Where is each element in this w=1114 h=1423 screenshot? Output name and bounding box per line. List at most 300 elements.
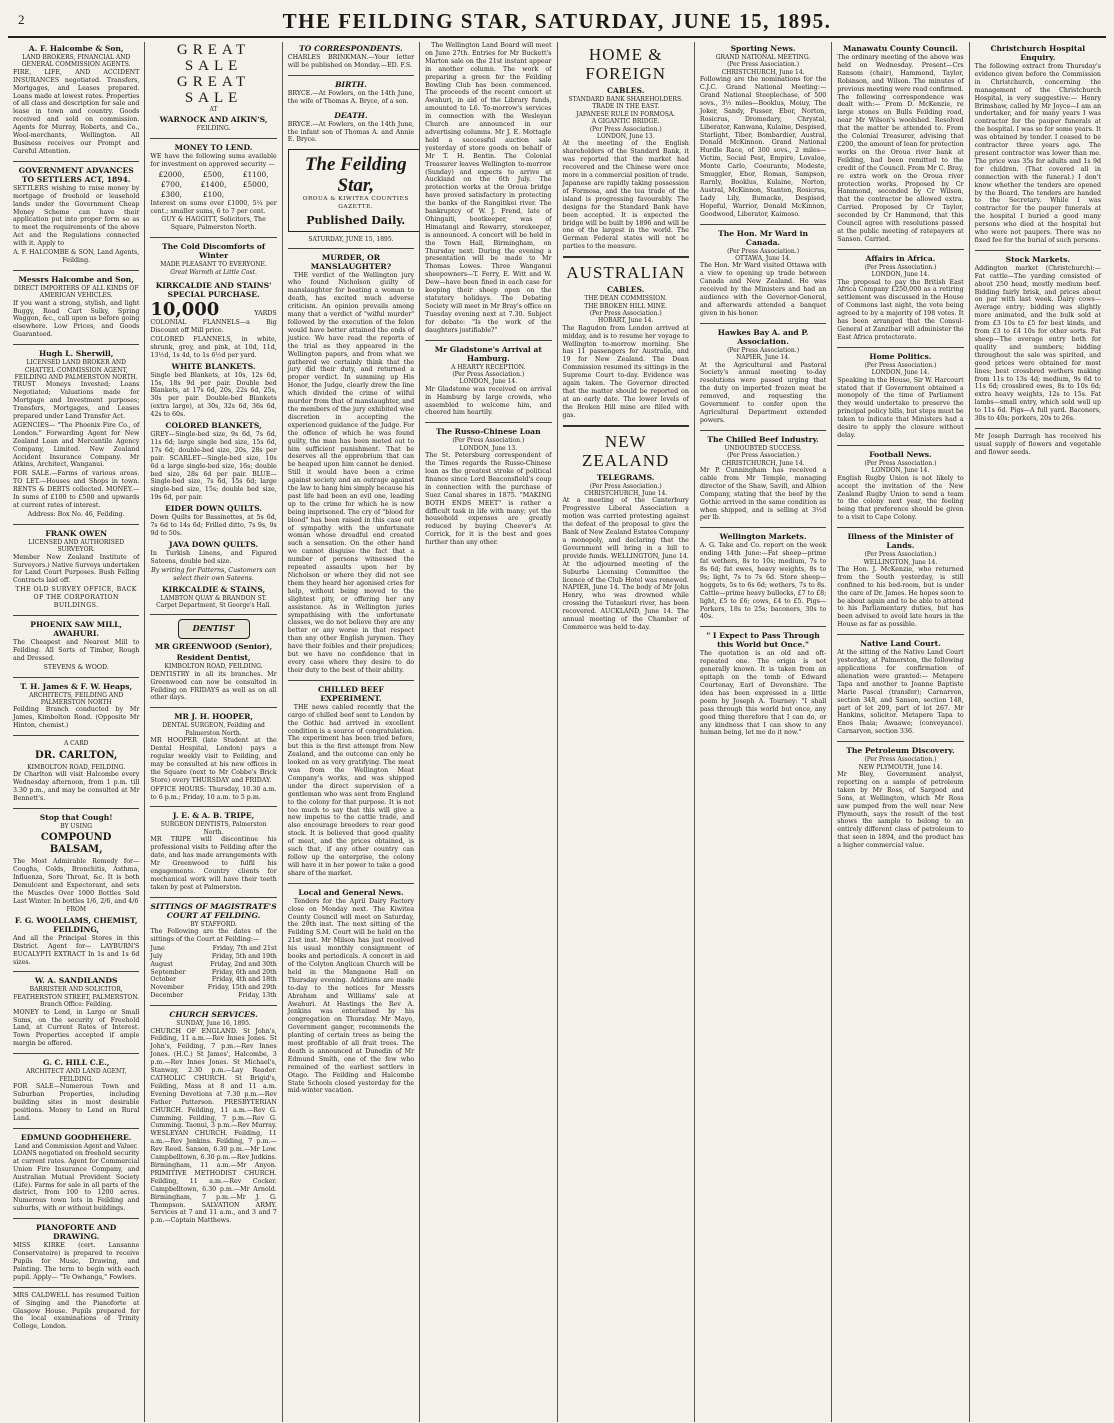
divider <box>150 614 276 615</box>
article-source: (Per Press Association.) <box>864 756 937 764</box>
article-heading: The Hon. Mr Ward in Canada. <box>718 228 809 247</box>
ad-heading: GOVERNMENT ADVANCES TO SETTLERS ACT, 1894. <box>18 165 134 184</box>
ad-subheading: Resident Dentist, <box>176 653 251 663</box>
phoenix-mill-ad <box>13 620 139 672</box>
sitting-row <box>150 953 276 961</box>
article-body: The Hon. Mr Ward visited Ottawa with a view to opening up trade between Canada and New Zealand. He was received by the Ministers and had an audience with the Governor-General, and afterwards attended a banquet given in his honor. <box>699 262 827 317</box>
column-7 <box>832 42 969 1422</box>
article-dateline: NEW PLYMOUTH, June 14. <box>858 763 943 771</box>
sitting-month: June <box>150 944 165 952</box>
article-heading: Home Politics. <box>869 351 932 361</box>
messrs-halcombe-ad <box>13 275 139 339</box>
article-heading: Local and General News. <box>298 887 404 897</box>
notice-by: BY STAFFORD. <box>190 920 237 928</box>
ad-section-body: Single bed Blankets, at 10s, 12s 6d, 15s, 18s 9d per pair. Double bed Blankets, at 17s 6d, 20s, 22s 6d, 25s, 30s per pair. Double-bed Blankets (extra large), at 30s, 32s 6d, 36s 6d, 42s to 60s. <box>150 371 277 419</box>
divider <box>13 971 139 972</box>
ad-office: THE OLD SURVEY OFFICE, BACK OF THE CORPORATION BUILDINGS. <box>15 586 137 610</box>
column-3 <box>283 42 420 1422</box>
article-heading: Christchurch Hospital Enquiry. <box>990 44 1086 62</box>
sale-title-line-1: GREAT SALE <box>176 42 251 74</box>
hill-ad <box>13 1058 139 1122</box>
divider <box>13 808 139 809</box>
sitting-row <box>150 961 276 969</box>
pianoforte-ad <box>13 1223 139 1282</box>
loan-sum: £5000, <box>242 179 269 189</box>
divider <box>150 707 276 708</box>
article-dateline: LONDON, June 14. <box>871 467 930 475</box>
church-services <box>150 1010 276 1225</box>
article-source: (Per Press Association.) <box>452 370 525 378</box>
sittings-notice <box>150 902 276 1001</box>
ad-heading: MR GREENWOOD (Senior), <box>154 642 273 652</box>
article-body: Following are the nominations for the C.J.C. Grand National Meeting:— Grand National Steeplechase, of 500 sovs., 3½ miles—Booklus, Moiuy, The Joker, Sandy, Pusser, Ebor, Norton, Rosicrus, Dromedary, Chrystal, Liberator, Kanwana, Kulaine, Despised, Starlight, Tiber, Bombardier, Austral, Donald McKinnon. Grand National Hurdle Race, of 300 sovs., 2 miles—Victim, Social Pest, Empire, Lovaloe, Monte Carlo, Coeurante, Modeste, Smuggler, Ebor, Roman, Sampson, Rarnly, Booklus, Kulaine, Norton, Austral, McKinnon, Stanton, Rosicrus, Lady Lily, Bumacke, Despised, Hopeful, Warrior, Donald McKinnon, Goodwood, Liberator, Kaimoso. <box>699 76 827 218</box>
article-body: Speaking in the House, Sir W. Harcourt stated that if Government obtained a monopoly of the time of Parliament they would undertake to preserve the principal policy bills, but steps must be taken to indicate that Ministers had a desire to apply the closure without delay. <box>837 376 964 439</box>
divider <box>425 340 551 341</box>
divider <box>837 347 963 348</box>
new-zealand-telegrams <box>563 432 689 632</box>
dentist-sign-icon: DENTIST <box>178 619 250 639</box>
article-body: The quotation is an old and oft-repeated one. The origin is not generally known. It is taken from an epitaph on the tomb of Edward Courtenay, Earl of Devonshire. The idea has been expressed in a little poem by Joseph A. Tourney: "I shall pass through this world but once, any good thing therefore that I can do, or any kindness that I can show to any human being, let me do it now." <box>699 650 827 737</box>
caldwell-ad <box>13 1292 139 1332</box>
notice-intro: The Following are the dates of the sittings of the Court at Feilding:— <box>150 928 277 943</box>
sitting-month: November <box>150 984 184 992</box>
notice-heading: BIRTH. <box>335 79 367 89</box>
divider <box>563 256 689 258</box>
masthead-title: THE FEILDING STAR, SATURDAY, JUNE 15, 1895. <box>282 8 832 33</box>
article-source: (Per Press Association.) <box>727 247 800 255</box>
divider <box>150 1005 276 1006</box>
divider <box>13 735 139 736</box>
ad-card-label: A CARD <box>63 740 89 748</box>
column-8 <box>970 42 1106 1422</box>
kirkcaldie-ad <box>150 281 276 609</box>
article-source: (Per Press Association.) <box>589 309 662 317</box>
sitting-row <box>150 976 276 984</box>
ad-signature: STEVENS & WOOD. <box>43 663 109 671</box>
divider <box>700 430 826 431</box>
sitting-dates: Friday, 4th and 18th <box>211 976 277 984</box>
page-number: 2 <box>18 12 26 27</box>
article-body: The St. Petersburg correspondent of the Times regards the Russo-Chinese loan as the greatest stroke of political finance since Lord Beaconsfield's coup in connection with the purchase of Suez Canal shares in 1875. "MAKING BOTH ENDS MEET" is rather a difficult task in life with many; yet the household expenses are greatly reduced by buying Cheever's At Corrick, for it is the best and goes further than any other. <box>425 452 552 547</box>
divider <box>700 527 826 528</box>
sandilands-ad <box>13 976 139 1048</box>
divider <box>288 75 414 76</box>
ad-seller: F. G. WOOLLAMS, CHEMIST, FEILDING, <box>14 915 138 934</box>
ad-body: Dr Charlton will visit Halcombe every Wednesday afternoon, from 1 p.m. till 3.30 p.m., and may be consulted at Mr Bennett's. <box>13 770 140 802</box>
divider <box>563 425 689 427</box>
ad-extra: And all the Principal Stores in this District. Agent for— LAYBURN'S EUCALYPTI EXTRACT In 1s and 1s 6d sizes. <box>13 934 140 966</box>
sitting-row <box>150 992 276 1000</box>
ad-section-heading: WHITE BLANKETS. <box>171 361 256 371</box>
article-body: Addington market (Christchurch):— Fat cattle—The yarding consisted of about 250 head, mostly medium beef. Bidding fairly brisk, and prices about on par with last week. Dairy cows—Average entry; bidding was slightly more animated, and the bulk sold at from £3 10s to £5 for best kinds, and from £3 to £4 10s for other sorts. Fat sheep—The average entry both for quality and numbers; bidding throughout the sale was spirited, and good prices were obtained for most lines; best crossbred wethers making from 11s to 13s 4d; medium, 9s 6d to 11s 6d; crossbred ewes, 8s to 10s 6d; extra heavy weights, 12s to 15s. Fat lambs—small entry, which sold well up to 11s 6d. Pigs—A full yard. Baconers, 30s to 40s; porkers, 20s to 26s. <box>974 264 1101 423</box>
cable-line: THE DEAN COMMISSION. <box>584 295 667 303</box>
article-body: The Wellington Land Board will meet on June 27th. Entries for Mr Buckett's Marton sale on the 21st instant appear in another column. The work of preparing a green for the Feilding Bowling Club has been commenced. The proceeds of the recent concert at Awahuri, in aid of the Library funds, amounted to L6. To-morrow's services in connection with the Wesleyan Church are announced in our advertising columns. Mr J. E. Mottagle held a successful auction sale yesterday of store goods on behalf of Mr T. H. Bentin. The Colonial Treasurer leaves Wellington to-morrow (Sunday) and expects to arrive at Auckland on the 6th July. The protection works at the Oroua bridge have proved satisfactory in protecting the banks of the Rangitikei river. The bankruptcy of W. J. Frend, late of Ohingaiti, bootkeeper, was of Himatangi and Rewarry, storekeeper, is announced. A concert will be held in the Town Hall, Birmingham, on Thursday next. During the evening a presentation will be made to Mr Thomas Lowes. Three Wanganui sheepowners—T. Ferry, E. Witt and W. Dew—have been fined in each case for keeping their sheep open on the statutory holidays. The Debating Society will meet in Mr Bray's office on Tuesday evening next at 7.30. Subject for debate: "Is the work of the daughters justifiable?" <box>425 42 552 334</box>
ad-subheading: DIRECT IMPORTERS OF ALL KINDS OF AMERICAN VEHICLES. <box>13 284 139 300</box>
ad-subheading: SURGEON DENTISTS, Palmerston North. <box>160 821 267 836</box>
darragh-notice <box>975 433 1101 457</box>
article-body: THE news cabled recently that the cargo of chilled beef sent to London by the Gothic had arrived in excellent condition is a source of congratulation. The experiment has been tried before, but this is the first attempt from New Zealand, and the outcome can only be looked on as very gratifying. The meat was from the Wellington Meat Company's works, and was shipped under the direct supervision of a gentleman who was sent from England to the colony for that purpose. It is not too much to say that this will give a new impetus to the cattle trade, and also encourage breeders to rear good stock. It is believed that good quality of meat, and the prices obtained, is such that, if any other country can follow up the enterprise, the colony will have it in her power to take a good share of the market. <box>287 703 415 877</box>
great-sale-ad <box>150 42 276 133</box>
gladstone-article <box>425 345 551 418</box>
sitting-dates: Friday, 2nd and 30th <box>210 960 277 968</box>
notice-heading: DEATH. <box>334 110 368 120</box>
article-dateline: LONDON, June 14. <box>459 378 518 386</box>
ad-heading: A. F. Halcombe & Son, <box>28 44 124 53</box>
divider <box>13 615 139 616</box>
article-heading: The Chilled Beef Industry. <box>707 434 819 444</box>
divider <box>837 741 963 742</box>
ad-section-heading: JAVA DOWN QUILTS. <box>169 539 259 549</box>
ad-heading: PHOENIX SAW MILL, AWAHURI. <box>30 619 123 638</box>
divider <box>837 249 963 250</box>
article-heading: Mr Gladstone's Arrival at Hamburg. <box>434 344 542 363</box>
ad-big-text: YARDS COLONIAL FLANNELS—a Big Discount off Mill price. <box>150 310 277 334</box>
article-dateline: WELLINGTON, June 14. <box>863 558 938 566</box>
sitting-row <box>150 945 276 953</box>
birth-notice <box>288 80 414 106</box>
article-source: (Per Press Association.) <box>864 361 937 369</box>
ad-subheading: ARCHITECTS, FEILDING AND PALMERSTON NORTH <box>29 691 124 706</box>
ad-subheading: LAND BROKERS, FINANCIAL AND GENERAL COMMISSION AGENTS. <box>21 54 131 69</box>
article-body: THE verdict of the Wellington jury who found Nicholson guilty of manslaughter for beating a woman to death, has excited much adverse criticism. An opinion prevails among many that a verdict of "wilful murder" followed by the execution of the felon would have better attained the ends of justice. We have read the reports of the trial as they appeared in the Wellington papers, and from what we gathered we certainly think that the jury did their duty, and returned a proper verdict. In summing up His Honor, the Judge, clearly drew the line which divided the crime of wilful murder from that of manslaughter, and the members of the jury exhibited wise discretion in accepting the experienced guidance of the Judge. For the offence of which he was found guilty, the man has been meted out to him sufficient punishment. That he deserves all the opprobrium that can be heaped upon him cannot be denied. Still it would have been a crime against society and an outrage against the law to hang him simply because his past life had been an evil one, leading up to the crime for which he is now being imprisoned. The cry of "blood for blood" has been raised in this case out of sympathy with the unfortunate woman whose dreadful end created such a sensation. On the other hand we cannot disguise the fact that a number of persons witnessed the repeated assaults upon her by Nicholson or where they did not see them they heard her agonised cries for help, without being moved to the slightest pity, or offering her any assistance. As in Wellington juries sympathising with the unfortunate classes, we do not believe they are any better or any worse in that respect than any other English jurymen. They have their foibles and their prejudices; but we have no confidence that in every case where they desire to do their duty to the best of their ability. <box>287 271 415 674</box>
ad-body: FIRE, LIFE, AND ACCIDENT INSURANCES negotiated. Transfers, Mortgages, and Leases prepared. Loans made at lowest rates. Properties of all class and description for sale and lease in town and country. Goods received and sold on commission. Agents for Murray, Roberts, and Co., Wool-merchants, Wellington. All Business receives our Prompt and Careful Attention. <box>13 68 140 155</box>
divider <box>13 1287 139 1288</box>
petroleum-article <box>837 746 963 850</box>
ad-body: TRUST Moneys Invested; Loans Negotiated; Valuations made for Mortgage and Investment purposes; Transfers, Mortgages, and Leases prepared under Land Transfer Act. <box>13 381 140 421</box>
divider <box>150 237 276 238</box>
divider <box>13 270 139 271</box>
home-politics-article <box>837 352 963 440</box>
newspaper-logo <box>288 149 420 232</box>
ad-section-body: Down Quilts for Bassinettes, at 5s 6d, 7s 6d to 14s 6d; Frilled ditto, 7s 9s, 9s 9d to 50s. <box>150 514 277 537</box>
article-body: The proposal to pay the British East Africa Company £250,000 as a retiring settlement was discussed in the House of Commons last night, the vote being agreed to by a majority of 198 votes. It has been arranged that the Consul-General at Zanzibar will administer the East Africa protectorate. <box>837 278 964 341</box>
ad-heading: MR J. H. HOOPER, <box>174 712 254 722</box>
divider <box>13 344 139 345</box>
article-body: Mr Joseph Darragh has received his usual supply of flowers and vegetable and flower seeds. <box>974 432 1101 456</box>
local-news-continued <box>425 42 551 335</box>
ad-subheading: Land and Commission Agent and Valuer. <box>14 1142 138 1150</box>
halcombe-ad <box>13 44 139 156</box>
section-subheading: TELEGRAMS. <box>596 472 655 482</box>
ad-body: LOANS negotiated on freehold security at current rates. Agent for Commercial Union Fire Insurance Company, and Australian Mutual Provident Society (Life). Farms for sale in all parts of the district, from 100 to 1200 acres. Numerous town lots in Feilding and suburbs, with or without buildings. <box>13 1149 140 1213</box>
article-heading: Stock Markets. <box>1005 254 1071 264</box>
article-heading: " I Expect to Pass Through this World but Once." <box>706 631 820 650</box>
ad-subheading: KIMBOLTON ROAD, FEILDING. <box>27 763 126 771</box>
divider <box>700 626 826 627</box>
ad-body: MR TRIPE will discontinue his professional visits to Feilding after the date, and has made arrangements with Mr Greenwood to fulfil his engagements. Country clients for mechanical work will have their teeth taken by post at Palmerston. <box>150 836 277 891</box>
sitting-row <box>150 984 276 992</box>
article-body: English Rugby Union is not likely to accept the invitation of the New Zealand Rugby Union to send a team to the colony next year, the feeling being that preference should be given to a visit to Cape Colony. <box>837 474 964 522</box>
divider <box>288 680 414 681</box>
sitting-row <box>150 969 276 977</box>
ad-body: SETTLERS wishing to raise money by mortgage of freehold or leasehold lands under the Government Cheap Money Scheme can have their application put into proper form so as to meet the requirements of the above Act and the Regulations connected with it. Apply to <box>13 184 140 248</box>
ad-for-sale: FOR SALE.—Farms of various areas. TO LET.—Houses and Shops in town. RENTS & DEBTS collected. MONEY.—In sums of £100 to £500 and upwards at current rates of interest. <box>13 470 140 509</box>
article-heading: Native Land Court. <box>860 639 941 649</box>
column-2 <box>145 42 282 1422</box>
ad-signature: GUY & HAGGITT, Solicitors, The Square, Palmerston North. <box>161 216 266 232</box>
home-foreign-cables <box>563 45 689 251</box>
column-1 <box>8 42 145 1422</box>
article-source: (Per Press Association.) <box>864 459 937 467</box>
divider <box>288 248 414 249</box>
chilled-beef-industry-article <box>700 435 826 523</box>
ad-section-heading: COLORED BLANKETS, <box>165 421 262 431</box>
wellington-markets-article <box>700 532 826 621</box>
australian-cables <box>563 263 689 420</box>
section-heading: NEW ZEALAND <box>582 431 670 470</box>
hawkes-bay-article <box>700 328 826 425</box>
article-body: The following extract from Thursday's evidence given before the Commission in Christchurch, concerning the management of the Christchurch Hospital, is very suggestive:— Henry Brimshaw, called by Mr Joyce—I am an undertaker, and for many years I was contractor for the pauper funerals at the hospital. I was so for some years. It was obtained by tender. I ceased to be contractor three years ago. The present contractor was lower than me. The price was 35s for adults and 1s 9d for children. (That covered all in connection with the funeral.) I don't know whether the tenders are opened by the Board. The tenders are handed to the Secretary. While I was contractor for the pauper funerals at the hospital I buried a good many persons who died at the hospital but who were not paupers. There was no fixed fee for the burial of such persons. <box>974 63 1101 244</box>
ad-heading: FRANK OWEN <box>45 528 108 538</box>
loan-sum: £100, <box>202 189 225 199</box>
article-body: Mr Bley, Government analyst, reporting on a sample of petroleum taken by Mr Ross, of Sargood and Sons, at Wellington, which Mr Ross saw pumped from the well near New Plymouth, says the result of the test shows the sample to belong to an entirely different class of petroleum to that seen in 1894, and the product has a higher commercial value. <box>837 770 964 850</box>
notice-body: BRYCE.—At Fowlers, on the 14th June, the infant son of Thomas A. and Annie E. Bryce. <box>287 120 415 144</box>
article-subheading: GRAND NATIONAL MEETING. <box>715 54 811 61</box>
divider <box>700 224 826 225</box>
sale-at: AT <box>209 106 218 113</box>
article-source: (Per Press Association.) <box>452 437 525 445</box>
sitting-dates: Friday, 13th <box>238 992 277 1000</box>
article-heading: Wellington Markets. <box>719 532 807 542</box>
ad-heading: KIRKCALDIE AND STAINS' SPECIAL PURCHASE. <box>155 281 272 300</box>
sporting-news <box>700 44 826 219</box>
article-body: Mr P. Cunningham has received a cable from Mr Temple, managing director of the Shaw, Savill, and Albion Company, stating that the beef by the Gothic arrived in the same condition as when shipped, and is selling at 3½d per lb. <box>699 466 827 522</box>
loan-sums <box>150 170 276 200</box>
article-source: (Per Press Association.) <box>589 482 662 490</box>
carlton-ad <box>13 740 139 802</box>
article-dateline: LONDON, June 13. <box>596 133 655 141</box>
chilled-beef-article <box>288 685 414 878</box>
ad-address: LAMBTON QUAY & BRANDON ST. Carpet Department, St George's Hall. <box>156 594 272 609</box>
ad-body: WE have the following sums available for investment on approved security — <box>150 152 277 168</box>
ad-by-using: BY USING <box>60 822 93 830</box>
sitting-dates: Friday, 6th and 20th <box>211 968 277 976</box>
section-subheading: CABLES. <box>607 285 645 295</box>
masthead <box>8 6 1106 38</box>
ad-subheading: DENTAL SURGEON, Feilding and Palmerston North. <box>162 722 265 737</box>
cable-line: THE BROKEN HILL MINE. <box>584 302 668 310</box>
divider <box>700 323 826 324</box>
minister-illness-article <box>837 532 963 629</box>
hospital-enquiry-article <box>975 44 1101 245</box>
divider <box>288 883 414 884</box>
divider <box>150 138 276 139</box>
divider <box>150 897 276 898</box>
russo-chinese-article <box>425 427 551 547</box>
ward-canada-article <box>700 229 826 318</box>
article-dateline: LONDON, June 14. <box>871 271 930 279</box>
divider <box>837 445 963 446</box>
article-subheading: A HEARTY RECEPTION. <box>451 363 526 371</box>
ad-body: DENTISTRY in all its branches. Mr Greenwood can now be consulted in Feilding on FRIDAYS as well as on all other days. <box>150 670 277 702</box>
ad-heading: J. E. & A. B. TRIPE, <box>172 811 255 821</box>
notice-heading: SITTINGS OF MAGISTRATE'S COURT AT FEILDING. <box>150 901 277 920</box>
divider <box>13 161 139 162</box>
cable-line: STANDARD BANK SHAREHOLDERS. <box>568 96 683 103</box>
ad-body: Member New Zealand Institute of Surveyors.) Native Surveys undertaken for Land Court Purposes. Bush Felling Contracts laid off. <box>13 553 140 585</box>
article-body: At the meeting of the English shareholders of the Standard Bank, it was reported that the market had recovered and the Chinese were once more in a commercial position of trade. Japanese are rapidly taking possession of Formosa, and the tea trade of the island is progressing favourably. The designs for the Standard Bank have been accepted. It is expected the bridge will be built by 1896 and will be one of the largest in the world. The German Federal states will not be parties to the measure. <box>562 140 689 251</box>
notice-body: BRYCE.—At Fowlers, on the 14th June, the wife of Thomas A. Bryce, of a son. <box>287 89 415 105</box>
owen-ad <box>13 529 139 610</box>
article-source: (Per Press Association.) <box>864 263 937 271</box>
article-dateline: HOBART, June 14. <box>598 317 654 325</box>
article-body: At the sitting of the Native Land Court yesterday, at Palmerston, the following applications for confirmation of alienation were granted:— Metapere Tapa and another to Joanne Baptiste Marie Pascal (transfer); Carnarvon, section 348, and Sanson, section 148, part of lot 209, part of lot 267. Mr Hankins, solicitor. Metapere Tapa to Enos Ihaia; Awaawe; (conveyance). Carnarvon, section 336. <box>837 649 964 736</box>
ad-address: Address: Box No. 46, Feilding. <box>27 510 125 518</box>
article-dateline: NAPIER, June 14. <box>736 354 790 362</box>
ad-subheading: MADE PLEASANT TO EVERYONE. <box>160 261 267 269</box>
ad-heading: PIANOFORTE AND DRAWING. <box>35 1223 117 1242</box>
notice-heading: CHURCH SERVICES. <box>169 1010 258 1020</box>
ad-address: KIMBOLTON ROAD, FEILDING. <box>164 663 263 671</box>
ad-signature: A. F. HALCOMBE & SON, Land Agents, Feilding. <box>13 249 140 264</box>
article-dateline: OTTAWA, June 14. <box>735 254 792 262</box>
ad-note: By writing for Patterns, Customers can select their own Sateens. <box>151 566 276 582</box>
sale-firm: WARNOCK AND AIKIN'S, <box>159 115 268 125</box>
death-notice <box>288 111 414 145</box>
ad-heading: EDMUND GOODHEHERE. <box>20 1132 132 1142</box>
ad-after: Interest on sums over £1000, 5¼ per cent.; smaller sums, 6 to 7 per cent. <box>150 199 277 215</box>
section-heading: HOME & FOREIGN <box>585 45 667 83</box>
ad-section-heading: EIDER DOWN QUILTS. <box>165 504 263 514</box>
ad-section-body: GREY—Single-bed size, 9s 6d, 7s 6d, 11s 6d; large single bed size, 15s 6d, 17s 6d; double-bed size, 20s, 28s per pair. SCARLET—Single-bed size, 10s 6d a large single-bed size, 16s; double bed size, 28s 6d per pair. BLUE—Single-bed size, 7s 6d, 15s 6d; large single-bed size, 15s; double bed size, 19s 6d, per pair. <box>150 431 277 502</box>
sitting-dates: Friday, 7th and 21st <box>212 944 277 952</box>
ad-body: Feilding Branch conducted by Mr James, Kimbolton Road. (Opposite Mr Hinton, chemist.) <box>13 706 140 730</box>
cable-line: TRADE IN THE EAST. <box>592 103 660 111</box>
columns <box>8 42 1106 1422</box>
ad-subheading: LICENSED LAND BROKER AND CHATTEL COMMISSION AGENT, FEILDING AND PALMERSTON NORTH. <box>14 359 138 381</box>
greenwood-ad <box>150 619 276 702</box>
column-6 <box>695 42 832 1422</box>
divider <box>975 428 1101 429</box>
notice-body: CHARLES BRINKMAN.—Your letter will be published on Monday.—ED. F.S. <box>287 54 415 69</box>
sitting-month: August <box>150 960 173 968</box>
native-land-court-article <box>837 639 963 736</box>
ad-agencies: AGENCIES— "The Phoenix Fire Co., of London." Forwarding Agent for New Zealand Loan and Mercantile Agency Company, Limited. New Zealand Accident Insurance Company. Mr Atkins, Architect, Wanganui. <box>13 421 140 469</box>
article-source: (Per Press Association.) <box>589 125 662 133</box>
loan-sum: £300, <box>160 189 183 199</box>
winter-discomforts-ad <box>150 242 276 276</box>
football-article <box>837 450 963 522</box>
article-dateline: LONDON, June 13. <box>459 444 518 452</box>
article-heading: Illness of the Minister of Lands. <box>847 532 954 551</box>
ad-body: MR HOOPER (late Student at the Dental Hospital, London) pays a regular weekly visit to Feilding, and may be consulted at his new offices in the Square (next to Mr Cobbe's Brick Store) every THURSDAY and FRIDAY. <box>150 737 277 784</box>
ad-subheading: BARRISTER AND SOLICITOR, FEATHERSTON STREET, PALMERSTON. Branch Office: Feilding. <box>13 986 140 1009</box>
ad-big-number: 10,000 <box>150 299 220 321</box>
article-dateline: LONDON, June 14. <box>871 369 930 377</box>
government-advances-ad <box>13 166 139 265</box>
ad-section-body: In Turkish Linens, and Figured Sateens, double bed size. <box>150 549 277 565</box>
ad-heading: W. A. SANDILANDS <box>34 976 118 986</box>
africa-article <box>837 254 963 342</box>
ad-body: MRS CALDWELL has resumed Tuition of Singing and the Pianoforte at Glasgow House. Pupils prepared for the local examinations of Trinity College, London. <box>13 1291 140 1331</box>
ad-hours: OFFICE HOURS: Thursday, 10.30 a.m. to 6 p.m.; Friday, 10 a.m. to 5 p.m. <box>150 785 277 801</box>
divider <box>975 250 1101 251</box>
murder-article <box>288 253 414 675</box>
article-heading: Hawkes Bay A. and P. Association. <box>717 327 809 346</box>
ad-tagline: Great Warmth at Little Cost. <box>170 268 257 276</box>
logo-published-daily: Published Daily. <box>306 214 406 228</box>
stock-markets-article <box>975 255 1101 423</box>
loan-sum: £1400, <box>200 179 227 189</box>
article-source: (Per Press Association.) <box>727 61 800 69</box>
article-heading: MURDER, OR MANSLAUGHTER? <box>310 252 392 271</box>
divider <box>13 677 139 678</box>
ad-address-heading: KIRKCALDIE & STAINS, <box>161 584 266 594</box>
divider <box>13 1128 139 1129</box>
section-heading: AUSTRALIAN <box>566 263 685 283</box>
notice-heading: TO CORRESPONDENTS. <box>299 44 403 53</box>
column-5 <box>558 42 695 1422</box>
notice-body: CHURCH OF ENGLAND. St John's, Feilding, 11 a.m.—Rev Innes Jones. St John's, Feilding, 7 p.m.—Rev Innes Jones. (H.C.) St James', Halcombe, 3 p.m.—Rev Innes Jones. St Michael's, Stanway, 2.30 p.m.—Lay Reader. CATHOLIC CHURCH. St Brigid's, Feilding, Mass at 8 and 11 a.m. Evening Devotions at 7.30 p.m.—Rev Father Patterson. PRESBYTERIAN CHURCH. Feilding, 11 a.m.—Rev G. Cumming. Feilding, 7 p.m.—Rev G. Cumming. Taonui, 3 p.m.—Rev Murray. WESLEYAN CHURCH. Feilding, 11 a.m.—Rev Jenkins. Feilding, 7 p.m.—Rev Reed. Sanson, 6.30 p.m.—Mr Low. Campbelltown, 6.30 p.m.—Rev Judkins. Birmingham, 11 a.m.—Mr Anyon. PRIMITIVE METHODIST CHURCH. Feilding, 11 a.m.—Rev Cocker. Campbelltown, 6.30 p.m.—Mr Arnold. Birmingham, 7 p.m.—Mr J. G. Thompson. SALVATION ARMY. Services at 7 and 11 a.m., and 3 and 7 p.m.—Captain Matthews. <box>150 1027 277 1225</box>
article-heading: Football News. <box>869 449 932 459</box>
sitting-month: July <box>150 952 163 960</box>
loan-sum: £2000, <box>158 169 185 179</box>
article-body: The ordinary meeting of the above was held on Wednesday. Present—Crs Ransom (chair), Hammond, Taylor, Robinson, and Wilson. The minutes of previous meeting were read confirmed. The following correspondence was dealt with:— From D. McKenzie, re large stones on Bulls Feilding road, near Mr Wilson's woolshed. Resolved that the matter be attended to. From the Colonial Treasurer, advising that £200, the amount of loan for protection works on the Oroua river bank at Feilding, had been remitted to the credit of the Council. From Mr C. Bray, re extra work on the Oroua river protection works. Proposed by Cr Hammond, seconded by Cr Wilson, that the contractor be allowed extra. Carried. Proposed by Cr Taylor, seconded by Cr Hammond, that this Council agree with resolutions passed at the public meeting of ratepayers at Sanson. Carried. <box>837 54 964 243</box>
divider <box>837 527 963 528</box>
article-subheading: UNDOUBTED SUCCESS. <box>724 444 802 452</box>
ad-body: FOR SALE—Numerous Town and Suburban Properties, including building sites in most desirable positions. Money to Lend on Rural Land. <box>13 1083 140 1122</box>
sitting-month: December <box>150 992 184 1000</box>
article-body: The Hon. J. McKenzie, who returned from the South yesterday, is still confined to his bed-room, but is under the care of Dr. James. He hopes soon to be about again and to be able to attend to his Parliamentary duties, but has been advised to avoid late hours in the House as far as possible. <box>837 565 964 629</box>
ad-subheading: LICENSED AND AUTHORISED SURVEYOR. <box>28 538 125 554</box>
ad-heading: Stop that Cough! <box>39 812 113 822</box>
james-heaps-ad <box>13 682 139 731</box>
sitting-dates: Friday, 5th and 19th <box>211 952 277 960</box>
ad-heading: MONEY TO LEND. <box>174 142 253 152</box>
article-source: (Per Press Association.) <box>727 452 800 460</box>
cough-balsam-ad <box>13 813 139 967</box>
sale-town: FEILDING. <box>196 125 231 133</box>
article-dateline: CHRISTCHURCH, June 14. <box>721 459 805 467</box>
article-dateline: CHRISTCHURCH, June 14. <box>721 68 805 76</box>
manawatu-council-article <box>837 44 963 244</box>
logo-title: The Feilding Star, <box>304 154 407 197</box>
divider <box>425 422 551 423</box>
cable-line: JAPANESE RULE IN FORMOSA. <box>576 110 676 118</box>
article-body: The Ragudon from London arrived at midday, and is to resume her voyage to Wellington to-morrow morning. She has 11 passengers for Australia, and 19 for New Zealand. The Dean Commission resumed its sittings in the Supreme Court to-day. Evidence was again taken. The Governor directed that the matter should be reported on at an early date. The lower levels of the Broken Hill mine are filled with gas. <box>562 324 689 419</box>
article-dateline: CHRISTCHURCH, June 14. <box>584 490 668 498</box>
article-heading: The Russo-Chinese Loan <box>435 427 541 437</box>
ad-heading: The Cold Discomforts of Winter <box>161 242 266 261</box>
divider <box>150 806 276 807</box>
section-subheading: CABLES. <box>607 86 645 95</box>
ad-product: COMPOUND BALSAM, <box>40 831 112 855</box>
article-heading: CHILLED BEEF EXPERIMENT. <box>318 684 384 703</box>
ad-body: The Most Admirable Remedy for— Coughs, Colds, Bronchitis, Asthma, Influenza, Sore Throat, &c. It is both Demulcent and Expectorant, and sets the Muscles Over 1000 Bottles Sold Last Winter. In bottles 1/6, 2/6, and 4/6 <box>13 857 140 905</box>
ad-heading: G. C. HILL C.E., <box>42 1058 110 1068</box>
sitting-dates: Friday, 15th and 29th <box>207 984 277 992</box>
loan-sum: £1100, <box>242 169 269 179</box>
divider <box>837 634 963 635</box>
divider <box>13 1053 139 1054</box>
article-source: (Per Press Association.) <box>864 551 937 559</box>
local-news <box>288 888 414 1096</box>
ad-subheading: ARCHITECT AND LAND AGENT, FEILDING. <box>26 1068 127 1083</box>
ad-from: FROM <box>66 906 87 914</box>
divider <box>13 524 139 525</box>
sherwill-ad <box>13 349 139 519</box>
article-heading: Sporting News. <box>730 44 796 53</box>
ad-body: If you want a strong, stylish, and light Buggy, Road Cart Sulky, Spring Waggon, &c., call upon us before going elsewhere. Low Prices, and Goods Guaranteed. <box>13 299 140 339</box>
article-body: Mr Gladstone was received on arrival in Hamburg by large crowds, who assembled to welcome him, and cheered him heartily. <box>425 385 552 417</box>
logo-subtitle: OROUA & KIWITEA COUNTIES GAZETTE. <box>302 196 409 211</box>
notice-date: SUNDAY, June 16, 1895. <box>176 1020 251 1028</box>
money-to-lend-ad <box>150 143 276 232</box>
ad-body: MONEY to Lend, in Large or Small Sums, on the security of Freehold Land, at Current Rates of Interest. Town Properties accepted if ample margin be offered. <box>13 1008 140 1048</box>
cable-line: A GIGANTIC BRIDGE. <box>591 118 660 126</box>
article-heading: Affairs in Africa. <box>865 253 936 263</box>
article-body: At the Agricultural and Pastoral Society's annual meeting to-day resolutions were passed urging that the duty on imported frozen meat be removed, and requesting the Government to confer upon the Agricultural Department extended powers. <box>699 361 827 424</box>
